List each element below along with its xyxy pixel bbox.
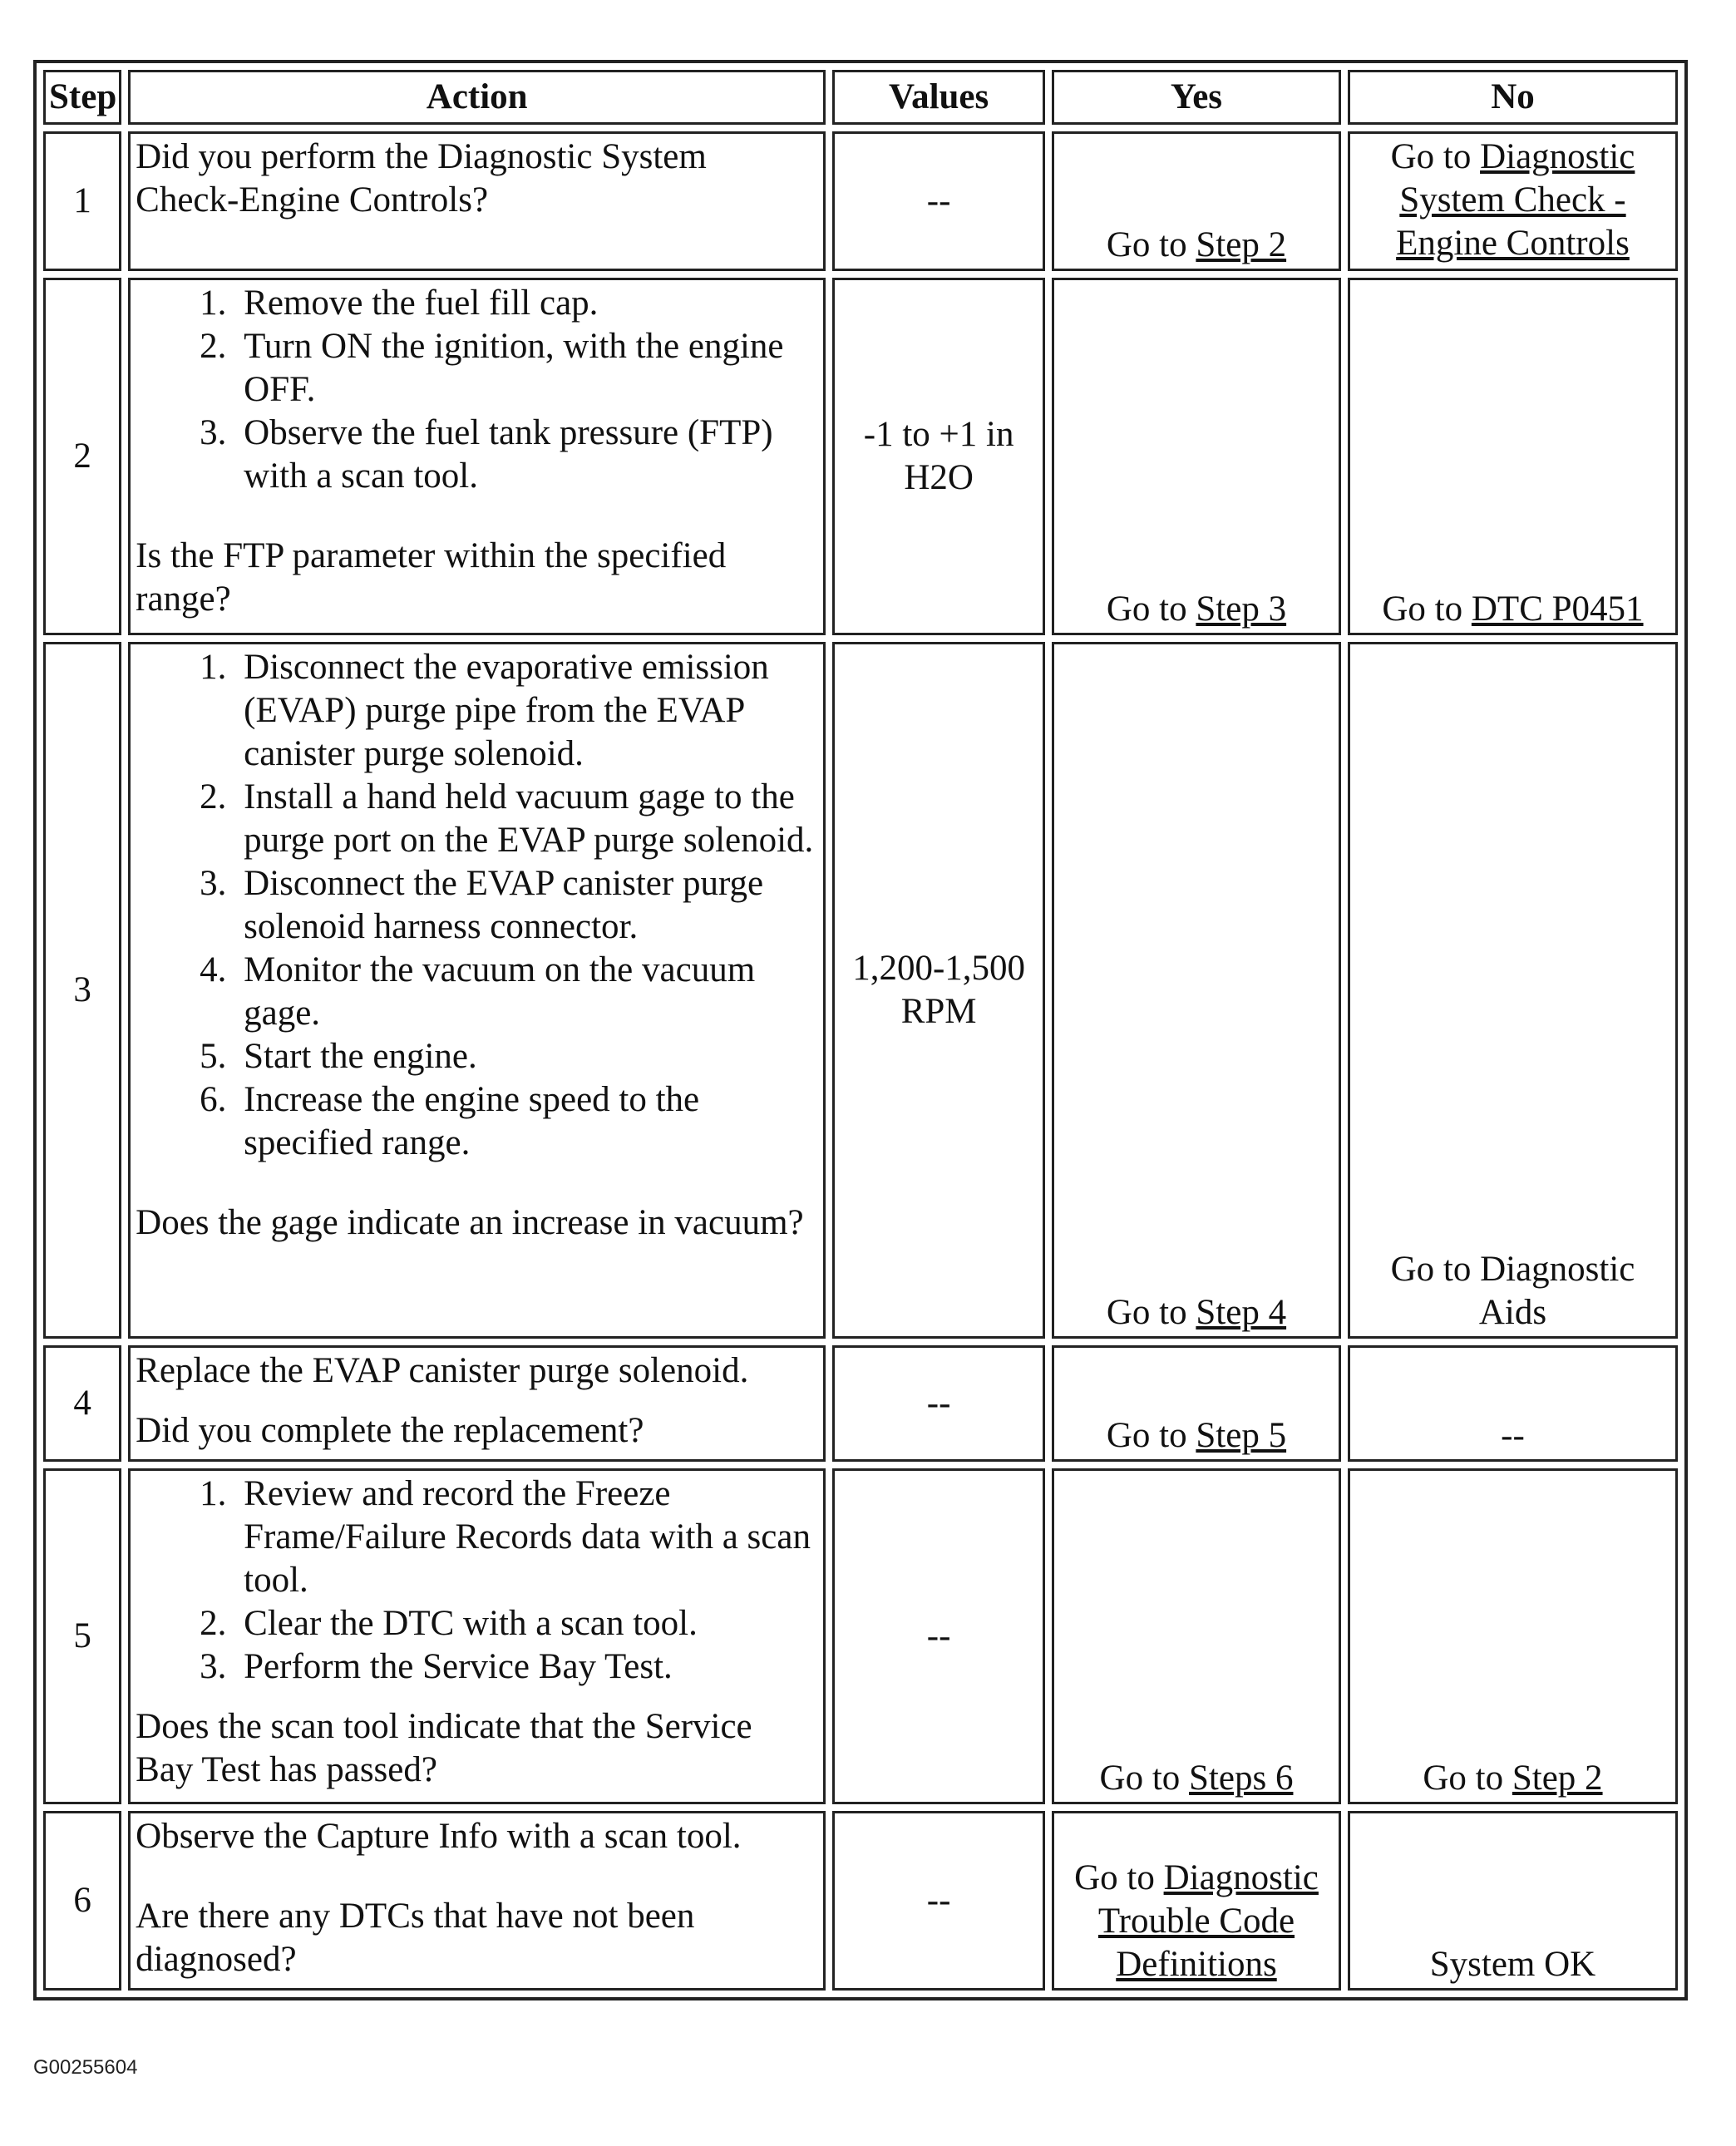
table-row	[43, 1345, 1678, 1462]
step-number: 1	[43, 131, 121, 271]
no-cell	[1348, 131, 1678, 271]
action-list	[136, 282, 818, 498]
action-cell	[128, 1468, 826, 1804]
diagnostic-table-container	[33, 60, 1688, 2000]
table-row	[43, 642, 1678, 1339]
list-item: 3. Perform the Service Bay Test.	[235, 1645, 818, 1689]
table-row	[43, 1468, 1678, 1804]
list-item: 2. Clear the DTC with a scan tool.	[235, 1602, 818, 1645]
question-text: Are there any DTCs that have not been diagnosed?	[136, 1897, 695, 1979]
figure-id: G00255604	[33, 2056, 138, 2079]
yes-prefix: Go to	[1074, 1858, 1164, 1897]
diagnostic-system-check-link[interactable]: Diagnostic System Check - Engine Controls	[1396, 137, 1635, 263]
step-number: 3	[43, 642, 121, 1339]
goto-step-3-link[interactable]: Step 3	[1196, 590, 1287, 629]
table-row	[43, 131, 1678, 271]
goto-step-5-link[interactable]: Step 5	[1196, 1416, 1287, 1455]
action-cell	[128, 1811, 826, 1991]
action-list	[136, 646, 818, 1165]
action-text: Observe the Capture Info with a scan tool.	[136, 1817, 742, 1856]
header-yes: Yes	[1052, 70, 1341, 125]
table-row	[43, 278, 1678, 635]
list-item: 5. Start the engine.	[235, 1035, 818, 1078]
goto-step-2-link[interactable]: Step 2	[1512, 1759, 1603, 1798]
yes-prefix: Go to	[1099, 1759, 1190, 1798]
value-cell: --	[832, 1468, 1045, 1804]
action-cell	[128, 642, 826, 1339]
yes-cell	[1052, 1345, 1341, 1462]
diagnostic-table	[33, 60, 1688, 2000]
no-prefix: Go to	[1382, 590, 1472, 629]
list-item: 1. Disconnect the evaporative emission (EVAP) purge pipe from the EVAP canister purge solenoid.	[235, 646, 818, 776]
no-prefix: Go to	[1390, 137, 1481, 176]
list-item: 4. Monitor the vacuum on the vacuum gage.	[235, 949, 818, 1035]
step-number: 5	[43, 1468, 121, 1804]
yes-cell	[1052, 642, 1341, 1339]
yes-prefix: Go to	[1106, 1293, 1196, 1332]
question-text: Does the scan tool indicate that the Service Bay Test has passed?	[136, 1707, 752, 1789]
yes-cell	[1052, 1468, 1341, 1804]
question-text: Is the FTP parameter within the specified range?	[136, 536, 727, 619]
list-item: 1. Review and record the Freeze Frame/Failure Records data with a scan tool.	[235, 1473, 818, 1602]
value-cell: --	[832, 131, 1045, 271]
action-list	[136, 1473, 818, 1689]
value-cell: -1 to +1 in H2O	[832, 278, 1045, 635]
step-number: 2	[43, 278, 121, 635]
action-text: Replace the EVAP canister purge solenoid.	[136, 1351, 749, 1390]
no-cell	[1348, 278, 1678, 635]
yes-cell	[1052, 278, 1341, 635]
no-cell: System OK	[1348, 1811, 1678, 1991]
yes-prefix: Go to	[1106, 1416, 1196, 1455]
action-cell	[128, 278, 826, 635]
header-step: Step	[43, 70, 121, 125]
yes-cell	[1052, 1811, 1341, 1991]
step-number: 6	[43, 1811, 121, 1991]
yes-cell	[1052, 131, 1341, 271]
dtc-p0451-link[interactable]: DTC P0451	[1471, 590, 1644, 629]
step-number: 4	[43, 1345, 121, 1462]
list-item: 3. Disconnect the EVAP canister purge solenoid harness connector.	[235, 862, 818, 949]
value-cell: 1,200-1,500 RPM	[832, 642, 1045, 1339]
list-item: 6. Increase the engine speed to the specified range.	[235, 1078, 818, 1165]
no-cell: Go to Diagnostic Aids	[1348, 642, 1678, 1339]
list-item: 3. Observe the fuel tank pressure (FTP) with a scan tool.	[235, 412, 818, 498]
dtc-definitions-link[interactable]: Diagnostic Trouble Code Definitions	[1097, 1858, 1319, 1984]
header-no: No	[1348, 70, 1678, 125]
no-prefix: Go to	[1423, 1759, 1512, 1798]
header-row	[43, 70, 1678, 125]
list-item: 2. Turn ON the ignition, with the engine OFF.	[235, 325, 818, 412]
goto-step-4-link[interactable]: Step 4	[1196, 1293, 1287, 1332]
action-cell	[128, 131, 826, 271]
action-cell	[128, 1345, 826, 1462]
no-cell: --	[1348, 1345, 1678, 1462]
goto-steps-6-link[interactable]: Steps 6	[1189, 1759, 1294, 1798]
list-item: 1. Remove the fuel fill cap.	[235, 282, 818, 325]
header-values: Values	[832, 70, 1045, 125]
yes-prefix: Go to	[1106, 225, 1196, 264]
yes-prefix: Go to	[1106, 590, 1196, 629]
table-row	[43, 1811, 1678, 1991]
value-cell: --	[832, 1345, 1045, 1462]
value-cell: --	[832, 1811, 1045, 1991]
header-action: Action	[128, 70, 826, 125]
question-text: Does the gage indicate an increase in vacuum?	[136, 1203, 804, 1242]
list-item: 2. Install a hand held vacuum gage to the purge port on the EVAP purge solenoid.	[235, 776, 818, 862]
question-text: Did you complete the replacement?	[136, 1411, 644, 1450]
goto-step-2-link[interactable]: Step 2	[1196, 225, 1287, 264]
action-text: Did you perform the Diagnostic System Check-Engine Controls?	[136, 137, 707, 220]
no-cell	[1348, 1468, 1678, 1804]
